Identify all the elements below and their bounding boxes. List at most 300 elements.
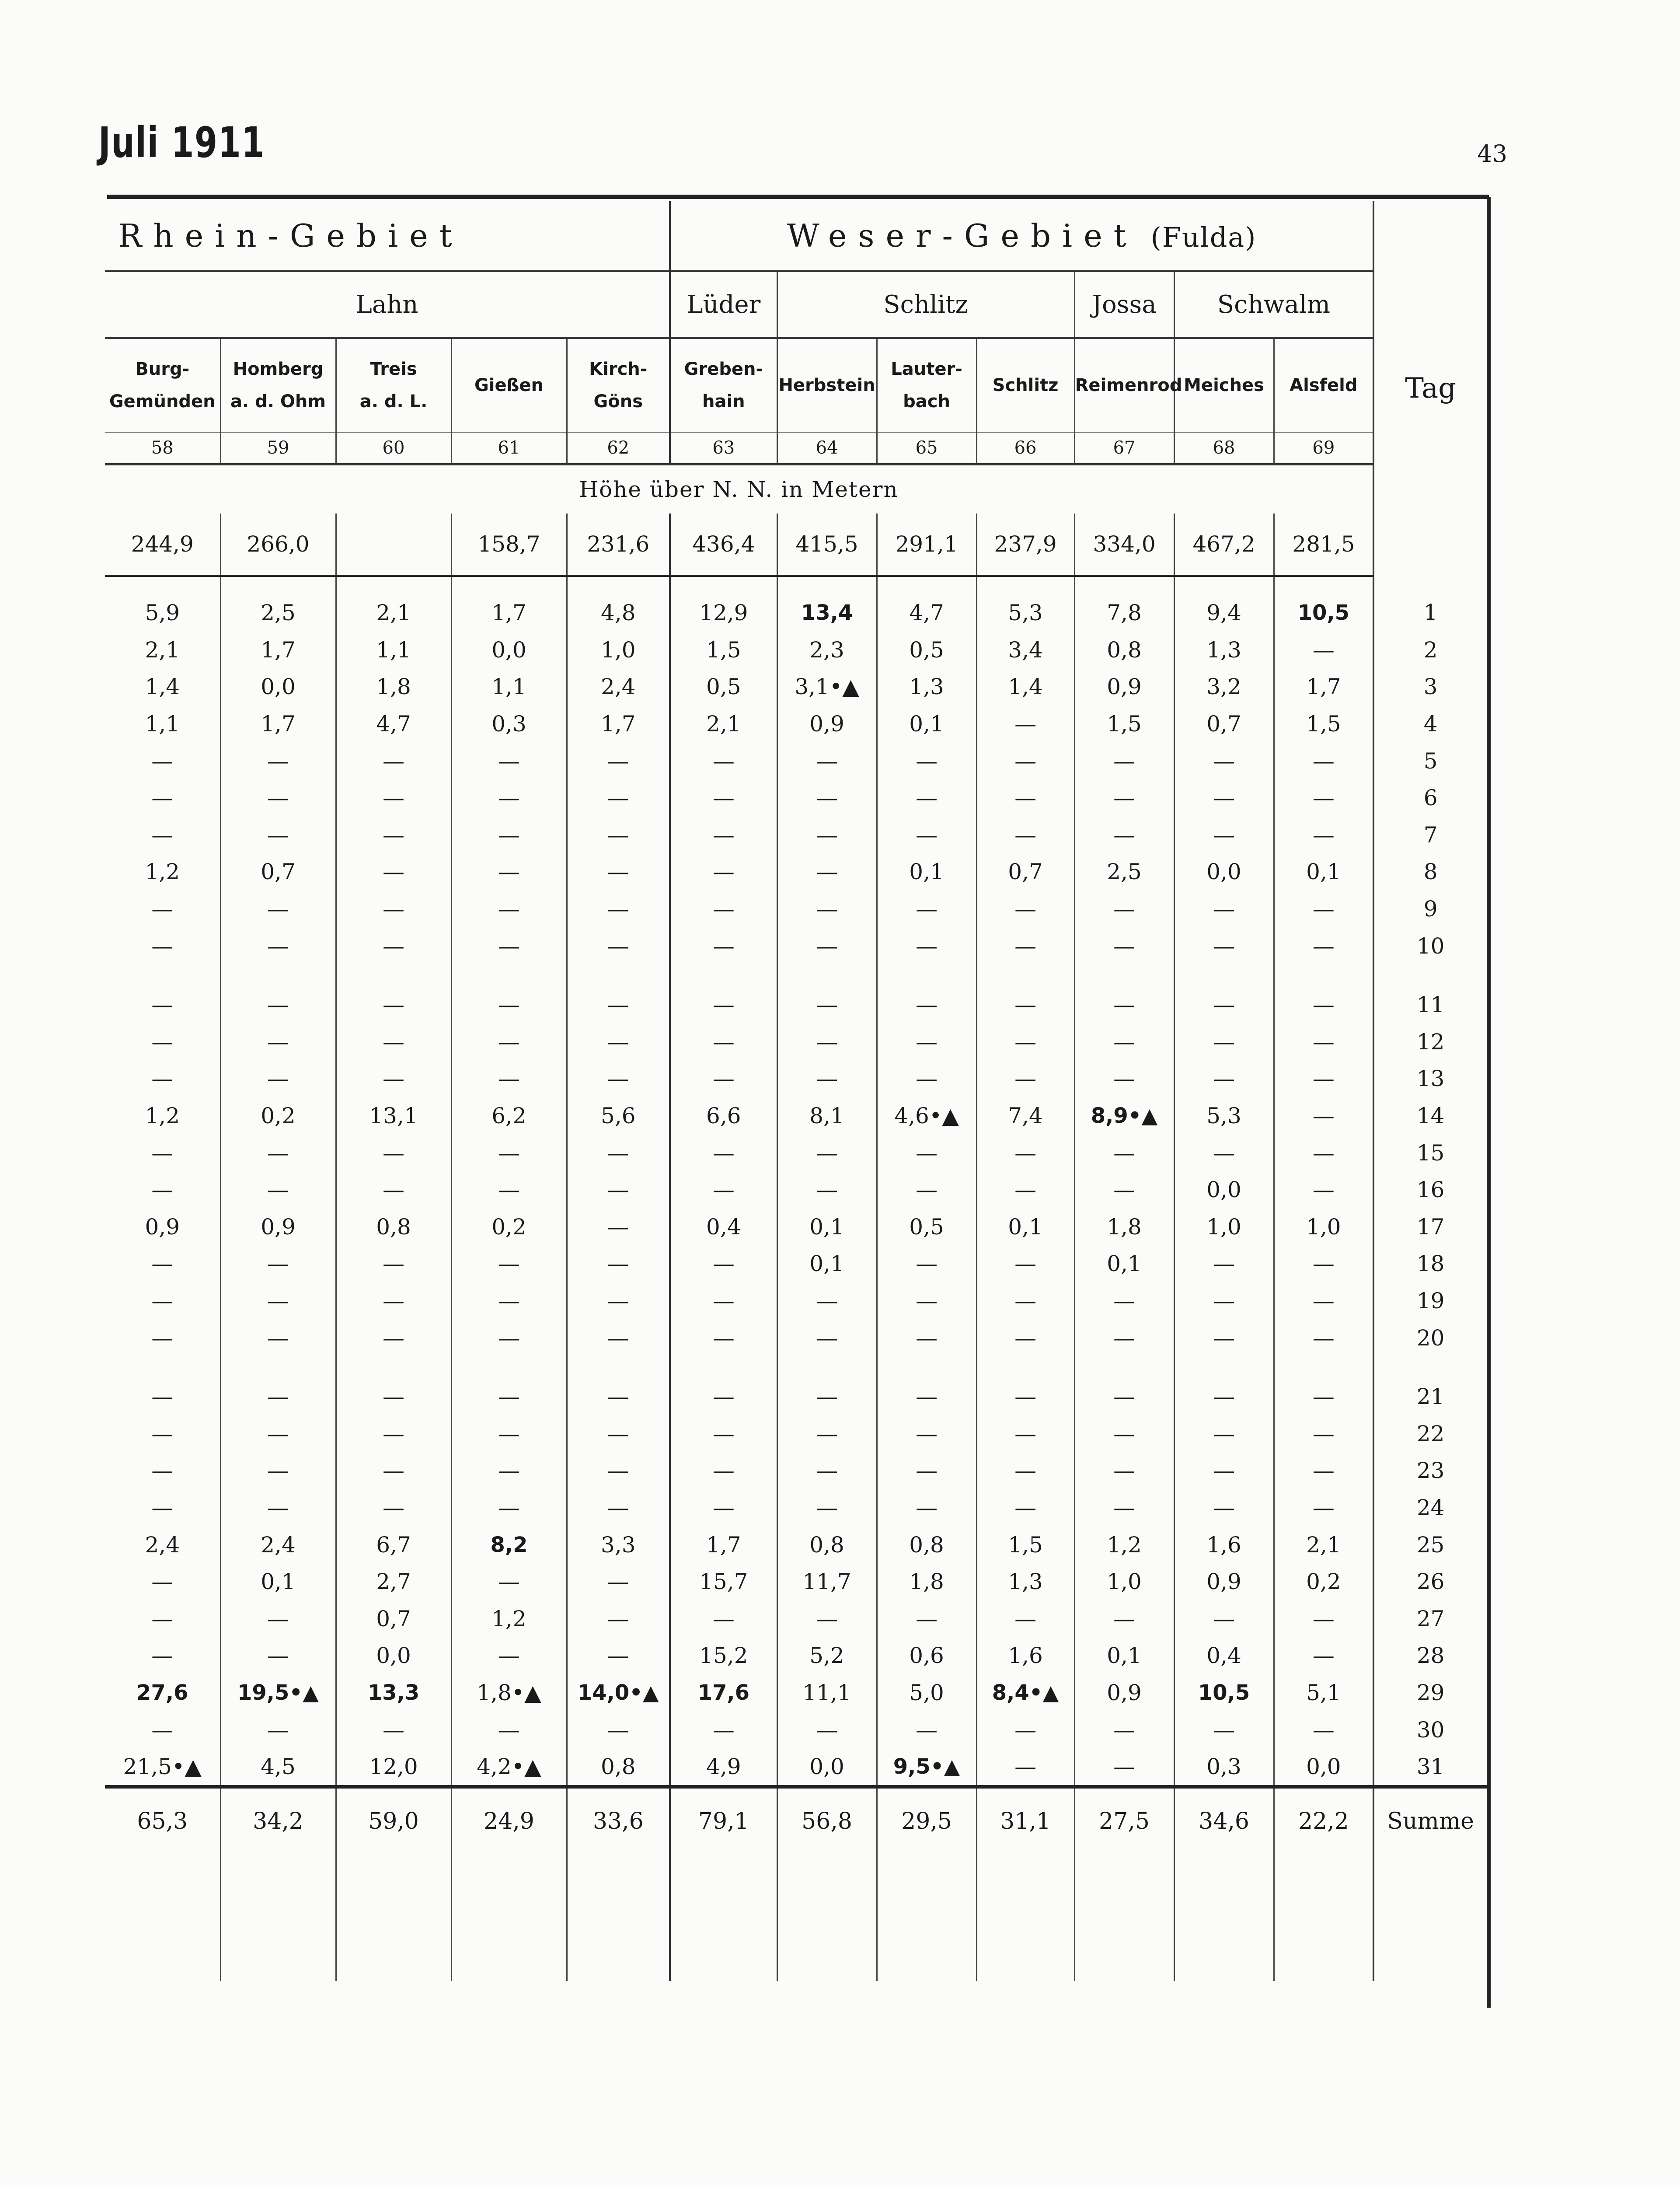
value-cell: — (567, 1378, 670, 1415)
river-jossa: Jossa (1074, 271, 1174, 338)
day-number: 3 (1373, 668, 1487, 706)
day-number: 13 (1373, 1060, 1487, 1097)
spacer-cell (777, 964, 877, 986)
value-cell: 6,2 (451, 1097, 567, 1135)
station-5 (567, 338, 670, 433)
value-cell: 8,2 (451, 1526, 567, 1563)
day-row (105, 1378, 1487, 1415)
value-cell: 1,8 (877, 1563, 976, 1600)
value-cell: — (976, 779, 1074, 817)
hoehe-label-row (105, 465, 1487, 514)
station-number: 68 (1174, 432, 1274, 465)
value-cell: 7,4 (976, 1097, 1074, 1135)
station-hoehe: 291,1 (877, 514, 976, 576)
value-cell: 0,1 (1074, 1245, 1174, 1282)
value-cell: 1,5 (1074, 706, 1174, 743)
station-number: 62 (567, 432, 670, 465)
value-cell: 11,1 (777, 1674, 877, 1712)
value-cell: — (567, 927, 670, 964)
value-cell: — (1074, 1748, 1174, 1787)
station-name-line1: Alsfeld (1290, 375, 1358, 395)
value-cell: — (151, 785, 174, 811)
value-cell: — (567, 1060, 670, 1097)
day-number: 30 (1373, 1711, 1487, 1748)
day-number: 17 (1373, 1209, 1487, 1246)
value-cell: — (151, 933, 174, 959)
value-cell: 13,1 (336, 1097, 451, 1135)
value-cell: — (1274, 986, 1373, 1024)
value-cell: — (1274, 1319, 1373, 1356)
value-cell: — (670, 1319, 777, 1356)
value-cell: 1,1 (145, 711, 180, 737)
day-number: 8 (1373, 853, 1487, 891)
value-cell: — (220, 1378, 336, 1415)
value-cell: — (877, 891, 976, 928)
value-cell: — (976, 1134, 1074, 1171)
value-cell: 2,1 (1274, 1526, 1373, 1563)
value-cell: — (777, 1282, 877, 1320)
value-cell: — (1174, 1711, 1274, 1748)
value-cell: — (670, 742, 777, 779)
value-cell: — (451, 1415, 567, 1452)
value-cell: 2,4 (145, 1532, 180, 1558)
value-cell: — (877, 779, 976, 817)
value-cell: — (877, 1245, 976, 1282)
value-cell: 1,3 (976, 1563, 1074, 1600)
summe-cell: 59,0 (336, 1787, 451, 1854)
station-number: 67 (1074, 432, 1174, 465)
value-cell: — (567, 742, 670, 779)
value-cell: — (151, 748, 174, 774)
value-cell: — (567, 1171, 670, 1209)
value-cell: — (777, 1060, 877, 1097)
river-lahn: Lahn (105, 271, 670, 338)
station-number: 59 (220, 432, 336, 465)
value-cell: — (567, 1600, 670, 1637)
region-rhein: Rhein-Gebiet (105, 201, 670, 271)
spacer-cell (777, 1356, 877, 1378)
day-row (105, 1024, 1487, 1061)
value-cell: — (777, 1319, 877, 1356)
value-cell: — (877, 817, 976, 854)
value-cell: — (151, 1066, 174, 1092)
station-hoehe: 237,9 (976, 514, 1074, 576)
value-cell: — (1074, 1171, 1174, 1209)
hoehe-label: Höhe über N. N. in Metern (579, 477, 899, 502)
tail-row (105, 1854, 1487, 1981)
value-cell: 1,7 (1274, 668, 1373, 706)
value-cell: 2,1 (670, 706, 777, 743)
value-cell: — (670, 817, 777, 854)
value-cell: — (1074, 1489, 1174, 1527)
value-cell: — (670, 853, 777, 891)
value-cell: — (567, 1637, 670, 1674)
value-cell: — (151, 1643, 174, 1669)
value-cell: — (777, 1024, 877, 1061)
value-cell: 0,9 (1074, 1674, 1174, 1712)
day-number: 31 (1373, 1748, 1487, 1787)
value-cell: 0,3 (451, 706, 567, 743)
value-cell: — (220, 927, 336, 964)
station-number: 60 (336, 432, 451, 465)
value-cell: — (1274, 927, 1373, 964)
spacer-cell (877, 1356, 976, 1378)
value-cell: — (1174, 1319, 1274, 1356)
value-cell: — (451, 1489, 567, 1527)
spacer-cell (336, 1356, 451, 1378)
value-cell: — (1074, 742, 1174, 779)
tail-cell (777, 1854, 877, 1981)
value-cell: — (670, 1600, 777, 1637)
summe-cell: 56,8 (777, 1787, 877, 1854)
value-cell: 0,0 (1274, 1748, 1373, 1787)
value-cell: — (777, 742, 877, 779)
value-cell: 4,6•▲ (877, 1097, 976, 1135)
station-hoehe: 415,5 (777, 514, 877, 576)
spacer-cell (105, 1356, 220, 1378)
value-cell: — (151, 896, 174, 922)
value-cell: 1,1 (336, 632, 451, 669)
spacer-cell (567, 1356, 670, 1378)
day-row (105, 1526, 1487, 1563)
value-cell: — (1274, 1060, 1373, 1097)
value-cell: — (1274, 817, 1373, 854)
value-cell: — (336, 1171, 451, 1209)
value-cell: — (976, 1282, 1074, 1320)
value-cell: — (336, 891, 451, 928)
summe-row (105, 1787, 1487, 1854)
river-row (105, 271, 1487, 338)
value-cell: 1,7 (451, 576, 567, 632)
value-cell: — (336, 927, 451, 964)
value-cell: — (336, 742, 451, 779)
spacer-cell (1174, 964, 1274, 986)
hoehe-row (105, 514, 1487, 576)
value-cell: 0,1 (777, 1209, 877, 1246)
value-cell: 5,2 (777, 1637, 877, 1674)
value-cell: — (877, 1378, 976, 1415)
value-cell: 0,9 (220, 1209, 336, 1246)
value-cell: — (976, 1378, 1074, 1415)
station-name-line1: Burg- (135, 359, 190, 379)
station-number: 69 (1274, 432, 1373, 465)
day-row (105, 1282, 1487, 1320)
spacer-cell (1174, 1356, 1274, 1378)
value-cell: — (1274, 1452, 1373, 1489)
value-cell: 6,7 (336, 1526, 451, 1563)
value-cell: 0,0 (336, 1637, 451, 1674)
station-hoehe: 231,6 (567, 514, 670, 576)
station-hoehe: 244,9 (105, 514, 220, 576)
tail-cell (1074, 1854, 1174, 1981)
value-cell: 0,4 (1174, 1637, 1274, 1674)
value-cell: — (336, 779, 451, 817)
value-cell: — (567, 1282, 670, 1320)
value-cell: 14,0•▲ (567, 1674, 670, 1712)
day-number: 11 (1373, 986, 1487, 1024)
value-cell: — (877, 1134, 976, 1171)
value-cell: — (976, 742, 1074, 779)
day-number: 24 (1373, 1489, 1487, 1527)
day-number: 19 (1373, 1282, 1487, 1320)
day-row (105, 1489, 1487, 1527)
day-row (105, 817, 1487, 854)
value-cell: — (670, 1134, 777, 1171)
value-cell: — (777, 1134, 877, 1171)
value-cell: 0,7 (976, 853, 1074, 891)
value-cell: — (777, 1600, 877, 1637)
tail-cell (1174, 1854, 1274, 1981)
station-name-line1: Gießen (474, 375, 544, 395)
value-cell: 0,1 (220, 1563, 336, 1600)
value-cell: 0,5 (877, 632, 976, 669)
value-cell: — (336, 1024, 451, 1061)
value-cell: 5,3 (1174, 1097, 1274, 1135)
value-cell: — (151, 1251, 174, 1277)
value-cell: — (220, 986, 336, 1024)
value-cell: — (451, 1452, 567, 1489)
value-cell: — (976, 1748, 1074, 1787)
tail-cell (567, 1854, 670, 1981)
value-cell: 0,7 (220, 853, 336, 891)
value-cell: 1,3 (1174, 632, 1274, 669)
spacer-cell (877, 964, 976, 986)
value-cell: — (976, 1245, 1074, 1282)
value-cell: 1,0 (1274, 1209, 1373, 1246)
value-cell: 1,7 (567, 706, 670, 743)
value-cell: — (567, 891, 670, 928)
value-cell: — (1274, 891, 1373, 928)
value-cell: — (451, 986, 567, 1024)
tail-cell (105, 1854, 220, 1981)
station-name-line1: Treis (370, 359, 417, 379)
station-name-line2: a. d. L. (359, 391, 428, 412)
summe-label: Summe (1373, 1787, 1487, 1854)
station-number-row (105, 432, 1487, 465)
value-cell: — (336, 1319, 451, 1356)
day-row (105, 986, 1487, 1024)
day-row (105, 1637, 1487, 1674)
value-cell: — (567, 853, 670, 891)
value-cell: — (451, 1171, 567, 1209)
value-cell: — (1274, 779, 1373, 817)
value-cell: — (220, 1489, 336, 1527)
value-cell: — (777, 1378, 877, 1415)
value-cell: — (877, 927, 976, 964)
day-row (105, 1171, 1487, 1209)
value-cell: 3,1•▲ (777, 668, 877, 706)
value-cell: 1,8 (336, 668, 451, 706)
page-title: Juli 1911 (98, 118, 265, 167)
day-row (105, 853, 1487, 891)
value-cell: — (451, 1282, 567, 1320)
station-10 (1074, 338, 1182, 433)
spacer-cell (1274, 1356, 1373, 1378)
value-cell: — (567, 817, 670, 854)
value-cell: 21,5•▲ (123, 1754, 202, 1780)
value-cell: 1,6 (1174, 1526, 1274, 1563)
value-cell: 0,7 (336, 1600, 451, 1637)
value-cell: 13,4 (777, 576, 877, 632)
right-border (1487, 197, 1491, 2008)
value-cell: — (220, 1319, 336, 1356)
top-rule (107, 195, 1489, 199)
spacer-cell (451, 964, 567, 986)
value-cell: — (877, 986, 976, 1024)
day-number: 25 (1373, 1526, 1487, 1563)
value-cell: 10,5 (1274, 576, 1373, 632)
station-hoehe: 281,5 (1274, 514, 1373, 576)
spacer-cell (220, 1356, 336, 1378)
tag-header: Tag (1373, 201, 1487, 576)
value-cell: — (877, 1171, 976, 1209)
station-hoehe: 467,2 (1174, 514, 1274, 576)
value-cell: — (220, 1282, 336, 1320)
value-cell: — (877, 1024, 976, 1061)
value-cell: 0,1 (777, 1245, 877, 1282)
value-cell: 0,1 (976, 1209, 1074, 1246)
value-cell: 1,3 (877, 668, 976, 706)
value-cell: — (451, 1134, 567, 1171)
station-9 (976, 338, 1074, 433)
value-cell: — (1174, 1415, 1274, 1452)
value-cell: — (777, 891, 877, 928)
value-cell: — (336, 1489, 451, 1527)
value-cell: — (220, 1452, 336, 1489)
spacer-row (105, 1356, 1487, 1378)
spacer-cell (1074, 1356, 1174, 1378)
region-weser-label: Weser-Gebiet (787, 217, 1138, 254)
value-cell: 1,7 (670, 1526, 777, 1563)
value-cell: — (451, 1060, 567, 1097)
value-cell: — (336, 1415, 451, 1452)
value-cell: — (336, 1378, 451, 1415)
value-cell: 2,5 (220, 576, 336, 632)
value-cell: — (670, 1415, 777, 1452)
value-cell: — (1074, 1319, 1174, 1356)
value-cell: — (220, 1171, 336, 1209)
value-cell: — (777, 1452, 877, 1489)
value-cell: — (151, 1384, 174, 1410)
value-cell: — (877, 1060, 976, 1097)
summe-cell: 24,9 (451, 1787, 567, 1854)
value-cell: 1,5 (670, 632, 777, 669)
value-cell: 4,9 (670, 1748, 777, 1787)
spacer-cell (670, 964, 777, 986)
value-cell: — (1274, 742, 1373, 779)
station-name-line2: bach (903, 391, 950, 412)
value-cell: — (1174, 742, 1274, 779)
value-cell: 0,1 (877, 853, 976, 891)
value-cell: — (670, 1378, 777, 1415)
value-cell: — (1174, 779, 1274, 817)
value-cell: — (670, 1282, 777, 1320)
value-cell: — (1274, 1097, 1373, 1135)
day-number: 12 (1373, 1024, 1487, 1061)
value-cell: 3,3 (567, 1526, 670, 1563)
tail-cell (451, 1854, 567, 1981)
value-cell: — (567, 1563, 670, 1600)
precipitation-table (105, 201, 1487, 1981)
day-row (105, 927, 1487, 964)
spacer-cell (451, 1356, 567, 1378)
value-cell: — (1274, 1415, 1373, 1452)
value-cell: 0,2 (1274, 1563, 1373, 1600)
value-cell: — (220, 1600, 336, 1637)
value-cell: — (1274, 1600, 1373, 1637)
spacer-cell (567, 964, 670, 986)
station-name-line2: Göns (593, 391, 643, 412)
station-4 (451, 338, 567, 433)
value-cell: — (976, 1024, 1074, 1061)
value-cell: 0,8 (777, 1526, 877, 1563)
value-cell: — (451, 1319, 567, 1356)
summe-cell: 34,2 (220, 1787, 336, 1854)
station-number: 61 (451, 432, 567, 465)
value-cell: 1,0 (1174, 1209, 1274, 1246)
value-cell: — (777, 1171, 877, 1209)
tail-cell (976, 1854, 1074, 1981)
value-cell: — (1174, 1060, 1274, 1097)
value-cell: 5,6 (567, 1097, 670, 1135)
region-weser-sub: (Fulda) (1150, 221, 1257, 253)
tail-cell (1274, 1854, 1373, 1981)
value-cell: 4,7 (877, 576, 976, 632)
day-number: 2 (1373, 632, 1487, 669)
station-number: 63 (670, 432, 777, 465)
day-row (105, 1415, 1487, 1452)
day-row (105, 668, 1487, 706)
value-cell: — (451, 891, 567, 928)
value-cell: — (567, 1024, 670, 1061)
value-cell: — (151, 1458, 174, 1484)
value-cell: — (336, 1245, 451, 1282)
station-number: 66 (976, 432, 1074, 465)
value-cell: — (1174, 1024, 1274, 1061)
value-cell: — (670, 779, 777, 817)
value-cell: — (151, 1288, 174, 1314)
day-number: 15 (1373, 1134, 1487, 1171)
tail-cell (877, 1854, 976, 1981)
value-cell: 1,7 (220, 632, 336, 669)
value-cell: — (976, 1319, 1074, 1356)
value-cell: — (1274, 1711, 1373, 1748)
day-row (105, 1563, 1487, 1600)
value-cell: — (1074, 927, 1174, 964)
value-cell: — (567, 986, 670, 1024)
day-number: 26 (1373, 1563, 1487, 1600)
value-cell: — (1274, 1134, 1373, 1171)
value-cell: — (567, 1209, 670, 1246)
value-cell: 5,3 (976, 576, 1074, 632)
value-cell: 12,9 (670, 576, 777, 632)
day-row (105, 1748, 1487, 1787)
value-cell: 0,1 (1074, 1637, 1174, 1674)
value-cell: 15,7 (670, 1563, 777, 1600)
value-cell: — (567, 1711, 670, 1748)
station-12 (1274, 338, 1373, 433)
value-cell: — (151, 992, 174, 1018)
value-cell: 2,3 (777, 632, 877, 669)
value-cell: 27,6 (136, 1680, 188, 1705)
tail-cell (670, 1854, 777, 1981)
value-cell: — (777, 817, 877, 854)
value-cell: 5,1 (1274, 1674, 1373, 1712)
day-row (105, 891, 1487, 928)
day-row (105, 576, 1487, 632)
value-cell: — (976, 1415, 1074, 1452)
station-name-line2: Gemünden (109, 391, 216, 412)
